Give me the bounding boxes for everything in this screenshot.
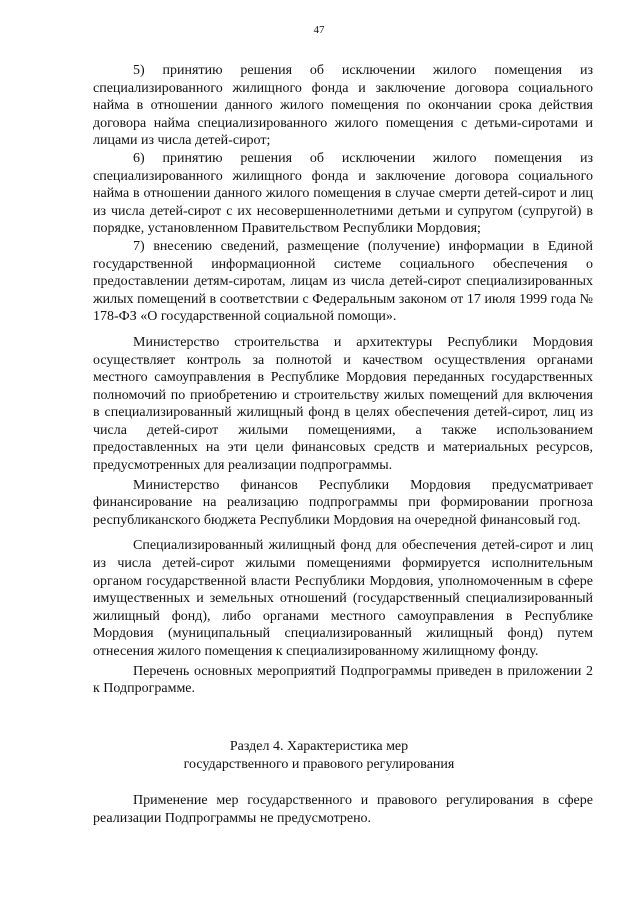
body-text	[93, 62, 593, 698]
paragraph-item-6: 6) принятию решения об исключении жилого помещения из специализированного жилищного фонда и заключение договора социального найма в отношении данного жилого помещения в случае смерти детей-сирот и лиц из числа детей-сирот с их несовершеннолетними детьми и супругом (супругой) в порядке, установленном Правительством Республики Мордовия;	[93, 150, 593, 237]
page-number: 47	[313, 24, 325, 36]
paragraph-ministry-finance: Министерство финансов Республики Мордовия предусматривает финансирование на реализацию подпрограммы при формировании прогноза республиканского бюджета Республики Мордовия на очередной финансовый год.	[93, 477, 593, 528]
paragraph-housing-fund: Специализированный жилищный фонд для обеспечения детей-сирот и лиц из числа детей-сирот жилыми помещениями формируется исполнительным органом государственной власти Республики Мордовия, уполномоченным в сфере имущественных и земельных отношений (государственный специализированный жилищный фонд), либо органами местного самоуправления в Республике Мордовия (муниципальный специализированный жилищный фонд) путем отнесения жилого помещения к специализированному жилищному фонду.	[93, 538, 593, 659]
section-title-line2: государственного и правового регулирования	[183, 757, 455, 772]
closing-text	[93, 792, 593, 827]
section-title-line1: Раздел 4. Характеристика мер	[229, 739, 409, 754]
section-heading	[0, 738, 638, 774]
paragraph-item-7: 7) внесению сведений, размещение (получение) информации в Единой государственной информационной системе социального обеспечения о предоставлении детям-сиротам, лицам из числа детей-сирот специализированных жилых помещений в соответствии с Федеральным законом от 17 июля 1999 года № 178-ФЗ «О государственной социальной помощи».	[93, 238, 593, 325]
paragraph-item-5: 5) принятию решения об исключении жилого помещения из специализированного жилищного фонда и заключение договора социального найма в отношении данного жилого помещения по окончании срока действия договора найма специализированного жилого помещения с детьми-сиротами и лицами из числа детей-сирот;	[93, 63, 593, 149]
paragraph-ministry-construction: Министерство строительства и архитектуры Республики Мордовия осуществляет контроль за полнотой и качеством осуществления органами местного самоуправления в Республике Мордовия переданных государственных полномочий по приобретению и строительству жилых помещений для включения в специализированный жилищный фонд в целях обеспечения детей-сирот, лиц из числа детей-сирот жилыми помещениями, а также использованием предоставленных на эти цели финансовых средств и материальных ресурсов, предусмотренных для реализации подпрограммы.	[93, 334, 593, 474]
paragraph-activities-list: Перечень основных мероприятий Подпрограммы приведен в приложении 2 к Подпрограмме.	[93, 663, 593, 697]
paragraph-regulation: Применение мер государственного и правового регулирования в сфере реализации Подпрограммы не предусмотрено.	[93, 793, 593, 826]
